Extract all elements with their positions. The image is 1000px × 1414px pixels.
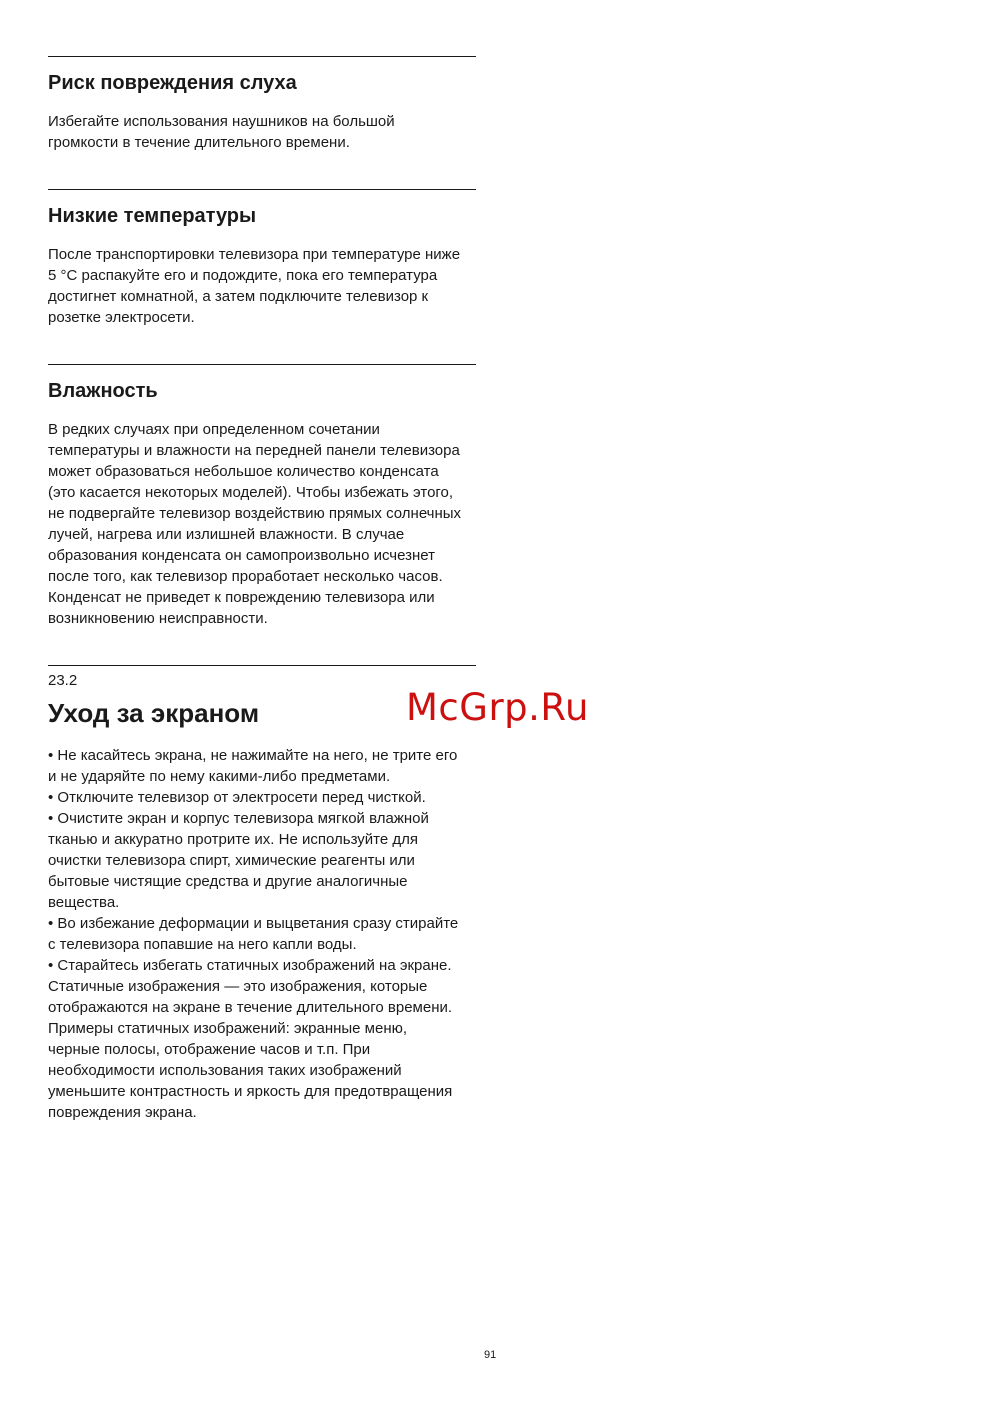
section-body-low-temperature [48, 244, 488, 328]
text-line: и не ударяйте по нему какими-либо предметами. [48, 768, 391, 785]
chapter-title: Уход за экраном [48, 698, 260, 728]
text-line: достигнет комнатной, а затем подключите телевизор к [48, 288, 429, 305]
text-line: В редких случаях при определенном сочетании [48, 421, 380, 438]
text-line: Примеры статичных изображений: экранные меню, [48, 1020, 408, 1037]
section-heading-hearing: Риск повреждения слуха [48, 72, 297, 94]
text-line: Статичные изображения — это изображения, которые [48, 978, 428, 995]
text-line: Конденсат не приведет к повреждению телевизора или [48, 589, 435, 606]
text-line: уменьшите контрастность и яркость для предотвращения [48, 1083, 453, 1100]
section-heading-low-temperature: Низкие температуры [48, 205, 257, 227]
text-line: • Отключите телевизор от электросети перед чисткой. [48, 789, 426, 806]
section-heading-humidity: Влажность [48, 380, 158, 402]
section-divider [48, 364, 476, 365]
text-line: образования конденсата он самопроизвольно исчезнет [48, 547, 435, 564]
chapter-divider [48, 665, 476, 666]
text-line: 5 °C распакуйте его и подождите, пока его температура [48, 267, 438, 284]
text-line: не подвергайте телевизор воздействию прямых солнечных [48, 505, 462, 522]
text-line: черные полосы, отображение часов и т.п. При [48, 1041, 371, 1058]
text-line: с телевизора попавшие на него капли воды. [48, 936, 357, 953]
chapter-number: 23.2 [48, 672, 78, 689]
text-line: • Во избежание деформации и выцветания сразу стирайте [48, 915, 459, 932]
text-line: повреждения экрана. [48, 1104, 197, 1121]
section-divider [48, 56, 476, 57]
section-body-hearing [48, 111, 488, 153]
text-line: громкости в течение длительного времени. [48, 134, 350, 151]
watermark: McGrp.Ru [406, 686, 589, 729]
text-line: температуры и влажности на передней панели телевизора [48, 442, 460, 459]
text-line: • Очистите экран и корпус телевизора мягкой влажной [48, 810, 429, 827]
text-line: необходимости использования таких изображений [48, 1062, 402, 1079]
text-line: вещества. [48, 894, 120, 911]
page-number: 91 [484, 1349, 497, 1361]
chapter-body [48, 745, 488, 1123]
section-divider [48, 189, 476, 190]
text-line: • Старайтесь избегать статичных изображений на экране. [48, 957, 452, 974]
text-line: отображаются на экране в течение длительного времени. [48, 999, 453, 1016]
text-line: розетке электросети. [48, 309, 195, 326]
text-line: лучей, нагрева или излишней влажности. В случае [48, 526, 405, 543]
text-line: очистки телевизора спирт, химические реагенты или [48, 852, 415, 869]
text-line: после того, как телевизор проработает несколько часов. [48, 568, 443, 585]
text-line: (это касается некоторых моделей). Чтобы избежать этого, [48, 484, 454, 501]
text-line: бытовые чистящие средства и другие аналогичные [48, 873, 408, 890]
section-body-humidity [48, 419, 488, 629]
text-line: может образоваться небольшое количество конденсата [48, 463, 439, 480]
text-line: Избегайте использования наушников на большой [48, 113, 395, 130]
text-line: возникновению неисправности. [48, 610, 268, 627]
text-line: После транспортировки телевизора при температуре ниже [48, 246, 461, 263]
text-line: тканью и аккуратно протрите их. Не используйте для [48, 831, 418, 848]
text-line: • Не касайтесь экрана, не нажимайте на него, не трите его [48, 747, 458, 764]
